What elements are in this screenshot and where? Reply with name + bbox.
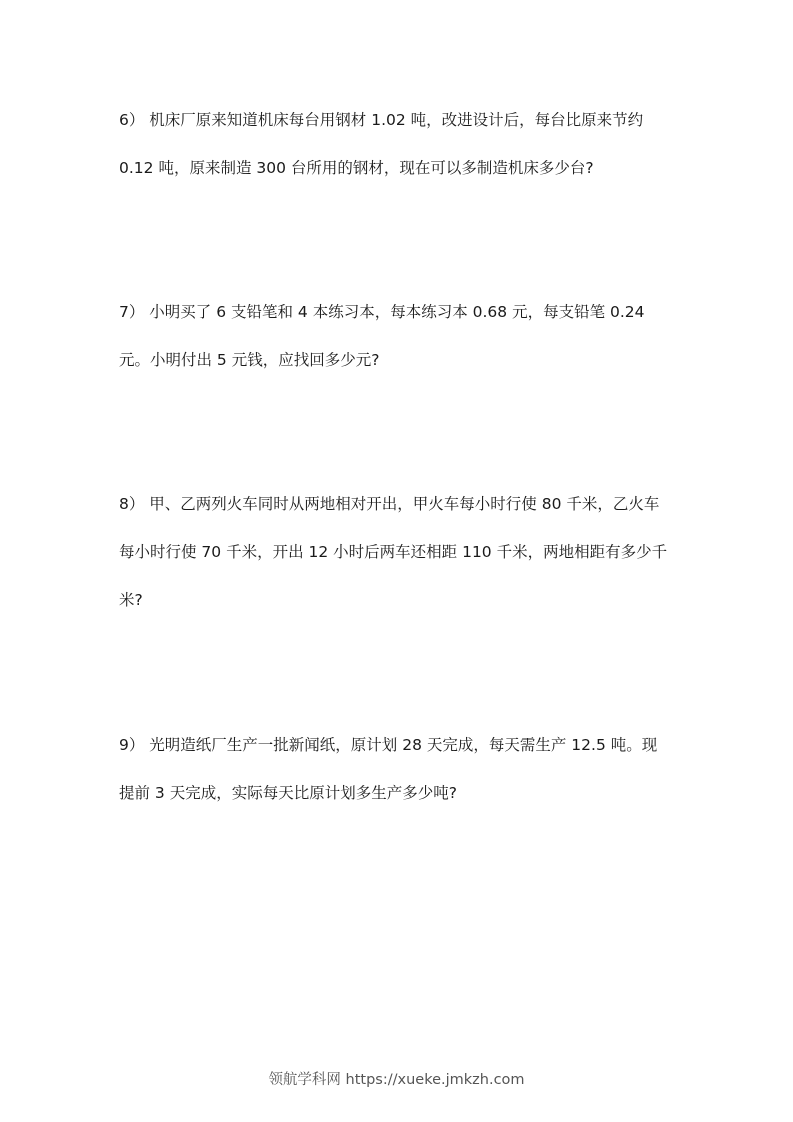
problem-8-line-2: 每小时行使 70 千米，开出 12 小时后两车还相距 110 千米，两地相距有多少千 bbox=[119, 543, 668, 561]
problem-6 bbox=[119, 108, 679, 180]
problem-8-line-1: 8） 甲、乙两列火车同时从两地相对开出，甲火车每小时行使 80 千米，乙火车 bbox=[119, 495, 660, 513]
problem-6-line-1: 6） 机床厂原来知道机床每台用钢材 1.02 吨，改进设计后，每台比原来节约 bbox=[119, 111, 644, 129]
problem-9-line-1: 9） 光明造纸厂生产一批新闻纸，原计划 28 天完成，每天需生产 12.5 吨。现 bbox=[119, 736, 658, 754]
problem-6-line-2: 0.12 吨，原来制造 300 台所用的钢材，现在可以多制造机床多少台? bbox=[119, 159, 594, 177]
problem-7-line-1: 7） 小明买了 6 支铅笔和 4 本练习本，每本练习本 0.68 元，每支铅笔 0.24 bbox=[119, 303, 645, 321]
problem-7 bbox=[119, 300, 679, 372]
problem-9 bbox=[119, 733, 679, 805]
problem-7-line-2: 元。小明付出 5 元钱，应找回多少元? bbox=[119, 351, 380, 369]
problem-9-line-2: 提前 3 天完成，实际每天比原计划多生产多少吨? bbox=[119, 784, 457, 802]
problem-8 bbox=[119, 492, 679, 612]
footer-watermark: 领航学科网 https://xueke.jmkzh.com bbox=[268, 1072, 525, 1088]
problem-8-line-3: 米? bbox=[119, 591, 143, 609]
